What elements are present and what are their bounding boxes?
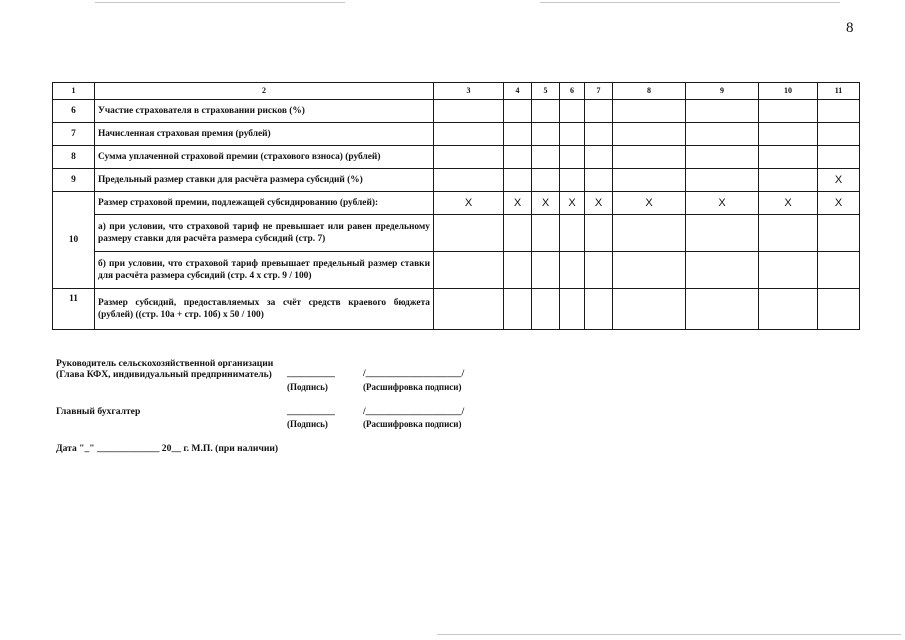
value-cell bbox=[613, 169, 686, 192]
accountant-name-decode-field[interactable]: /____________________/ bbox=[363, 406, 465, 417]
table-row bbox=[53, 123, 860, 146]
row-number: 8 bbox=[53, 146, 95, 169]
value-cell bbox=[504, 215, 532, 252]
accountant-signature-caption: (Подпись) bbox=[287, 419, 328, 429]
value-cell bbox=[532, 169, 560, 192]
x-mark: X bbox=[686, 192, 759, 215]
value-cell bbox=[818, 215, 860, 252]
scan-line-top-left bbox=[95, 2, 345, 3]
head-decode-caption: (Расшифровка подписи) bbox=[363, 382, 462, 392]
chief-accountant-label: Главный бухгалтер bbox=[56, 406, 141, 417]
head-signature-field[interactable]: __________ bbox=[287, 368, 335, 379]
row-number: 11 bbox=[53, 289, 95, 330]
value-cell bbox=[532, 100, 560, 123]
value-cell bbox=[613, 146, 686, 169]
x-mark: X bbox=[585, 192, 613, 215]
head-title-line1: Руководитель сельскохозяйственной организации bbox=[56, 358, 274, 369]
row-number: 7 bbox=[53, 123, 95, 146]
head-title-line2: (Глава КФХ, индивидуальный предприниматель) bbox=[56, 369, 272, 380]
value-cell bbox=[686, 146, 759, 169]
header-cell: 7 bbox=[585, 83, 613, 100]
value-cell bbox=[434, 215, 504, 252]
value-cell bbox=[686, 100, 759, 123]
x-mark: X bbox=[532, 192, 560, 215]
value-cell bbox=[818, 100, 860, 123]
row-number: 10 bbox=[53, 192, 95, 289]
x-mark: X bbox=[818, 192, 860, 215]
row-label: б) при условии, что страховой тариф превышает предельный размер ставки для расчёта размера субсидий (стр. 4 х стр. 9 / 100) bbox=[95, 252, 434, 289]
table-row bbox=[53, 146, 860, 169]
header-cell: 1 bbox=[53, 83, 95, 100]
table-row bbox=[53, 215, 860, 252]
header-cell: 4 bbox=[504, 83, 532, 100]
date-and-stamp-line[interactable]: Дата "_" _____________ 20__ г. М.П. (при наличии) bbox=[56, 443, 279, 454]
scan-line-top-right bbox=[540, 2, 840, 3]
value-cell bbox=[560, 252, 585, 289]
header-cell: 9 bbox=[686, 83, 759, 100]
value-cell bbox=[613, 123, 686, 146]
subsidy-calculation-table bbox=[52, 82, 860, 330]
value-cell bbox=[532, 123, 560, 146]
value-cell bbox=[560, 169, 585, 192]
value-cell bbox=[560, 215, 585, 252]
accountant-decode-caption: (Расшифровка подписи) bbox=[363, 419, 462, 429]
value-cell bbox=[686, 289, 759, 330]
header-cell: 3 bbox=[434, 83, 504, 100]
value-cell bbox=[613, 252, 686, 289]
value-cell bbox=[759, 123, 818, 146]
value-cell bbox=[504, 146, 532, 169]
value-cell bbox=[434, 252, 504, 289]
header-cell: 2 bbox=[95, 83, 434, 100]
row-label: Участие страхователя в страховании рисков (%) bbox=[95, 100, 434, 123]
x-mark: X bbox=[434, 192, 504, 215]
value-cell bbox=[759, 289, 818, 330]
row-label: а) при условии, что страховой тариф не превышает или равен предельному размеру ставки для расчёта размера субсидий (стр. 7) bbox=[95, 215, 434, 252]
row-label: Сумма уплаченной страховой премии (страхового взноса) (рублей) bbox=[95, 146, 434, 169]
value-cell bbox=[613, 100, 686, 123]
header-cell: 5 bbox=[532, 83, 560, 100]
row-label: Размер субсидий, предоставляемых за счёт средств краевого бюджета (рублей) ((стр. 10а + стр. 10б) х 50 / 100) bbox=[95, 289, 434, 330]
value-cell bbox=[560, 100, 585, 123]
header-cell: 6 bbox=[560, 83, 585, 100]
scan-line-bottom bbox=[437, 634, 901, 635]
value-cell bbox=[585, 123, 613, 146]
value-cell bbox=[585, 146, 613, 169]
value-cell bbox=[686, 169, 759, 192]
value-cell bbox=[818, 289, 860, 330]
value-cell bbox=[434, 169, 504, 192]
value-cell bbox=[759, 100, 818, 123]
row-label: Предельный размер ставки для расчёта размера субсидий (%) bbox=[95, 169, 434, 192]
table-header-row bbox=[53, 83, 860, 100]
value-cell bbox=[532, 252, 560, 289]
accountant-signature-field[interactable]: __________ bbox=[287, 406, 335, 417]
row-number: 6 bbox=[53, 100, 95, 123]
value-cell bbox=[504, 289, 532, 330]
value-cell bbox=[585, 169, 613, 192]
value-cell bbox=[759, 146, 818, 169]
table-row bbox=[53, 100, 860, 123]
header-cell: 10 bbox=[759, 83, 818, 100]
value-cell bbox=[759, 215, 818, 252]
x-mark: X bbox=[759, 192, 818, 215]
value-cell bbox=[818, 252, 860, 289]
value-cell bbox=[504, 100, 532, 123]
value-cell bbox=[759, 169, 818, 192]
value-cell bbox=[585, 252, 613, 289]
value-cell bbox=[532, 146, 560, 169]
page-number: 8 bbox=[846, 20, 854, 36]
x-mark: X bbox=[560, 192, 585, 215]
value-cell bbox=[504, 123, 532, 146]
table-row bbox=[53, 169, 860, 192]
value-cell bbox=[613, 215, 686, 252]
table-row bbox=[53, 192, 860, 215]
value-cell bbox=[686, 252, 759, 289]
row-label: Размер страховой премии, подлежащей субсидированию (рублей): bbox=[95, 192, 434, 215]
value-cell bbox=[585, 215, 613, 252]
value-cell bbox=[686, 215, 759, 252]
x-mark: X bbox=[818, 169, 860, 192]
value-cell bbox=[560, 146, 585, 169]
value-cell bbox=[585, 289, 613, 330]
value-cell bbox=[504, 169, 532, 192]
value-cell bbox=[585, 100, 613, 123]
table-row bbox=[53, 252, 860, 289]
x-mark: X bbox=[613, 192, 686, 215]
header-cell: 8 bbox=[613, 83, 686, 100]
value-cell bbox=[560, 289, 585, 330]
head-name-decode-field[interactable]: /____________________/ bbox=[363, 368, 465, 379]
value-cell bbox=[686, 123, 759, 146]
value-cell bbox=[434, 289, 504, 330]
value-cell bbox=[818, 123, 860, 146]
head-signature-caption: (Подпись) bbox=[287, 382, 328, 392]
value-cell bbox=[434, 100, 504, 123]
value-cell bbox=[434, 146, 504, 169]
value-cell bbox=[759, 252, 818, 289]
value-cell bbox=[613, 289, 686, 330]
value-cell bbox=[532, 289, 560, 330]
value-cell bbox=[818, 146, 860, 169]
row-label: Начисленная страховая премия (рублей) bbox=[95, 123, 434, 146]
x-mark: X bbox=[504, 192, 532, 215]
header-cell: 11 bbox=[818, 83, 860, 100]
value-cell bbox=[504, 252, 532, 289]
row-number: 9 bbox=[53, 169, 95, 192]
table-row bbox=[53, 289, 860, 330]
value-cell bbox=[532, 215, 560, 252]
value-cell bbox=[560, 123, 585, 146]
value-cell bbox=[434, 123, 504, 146]
